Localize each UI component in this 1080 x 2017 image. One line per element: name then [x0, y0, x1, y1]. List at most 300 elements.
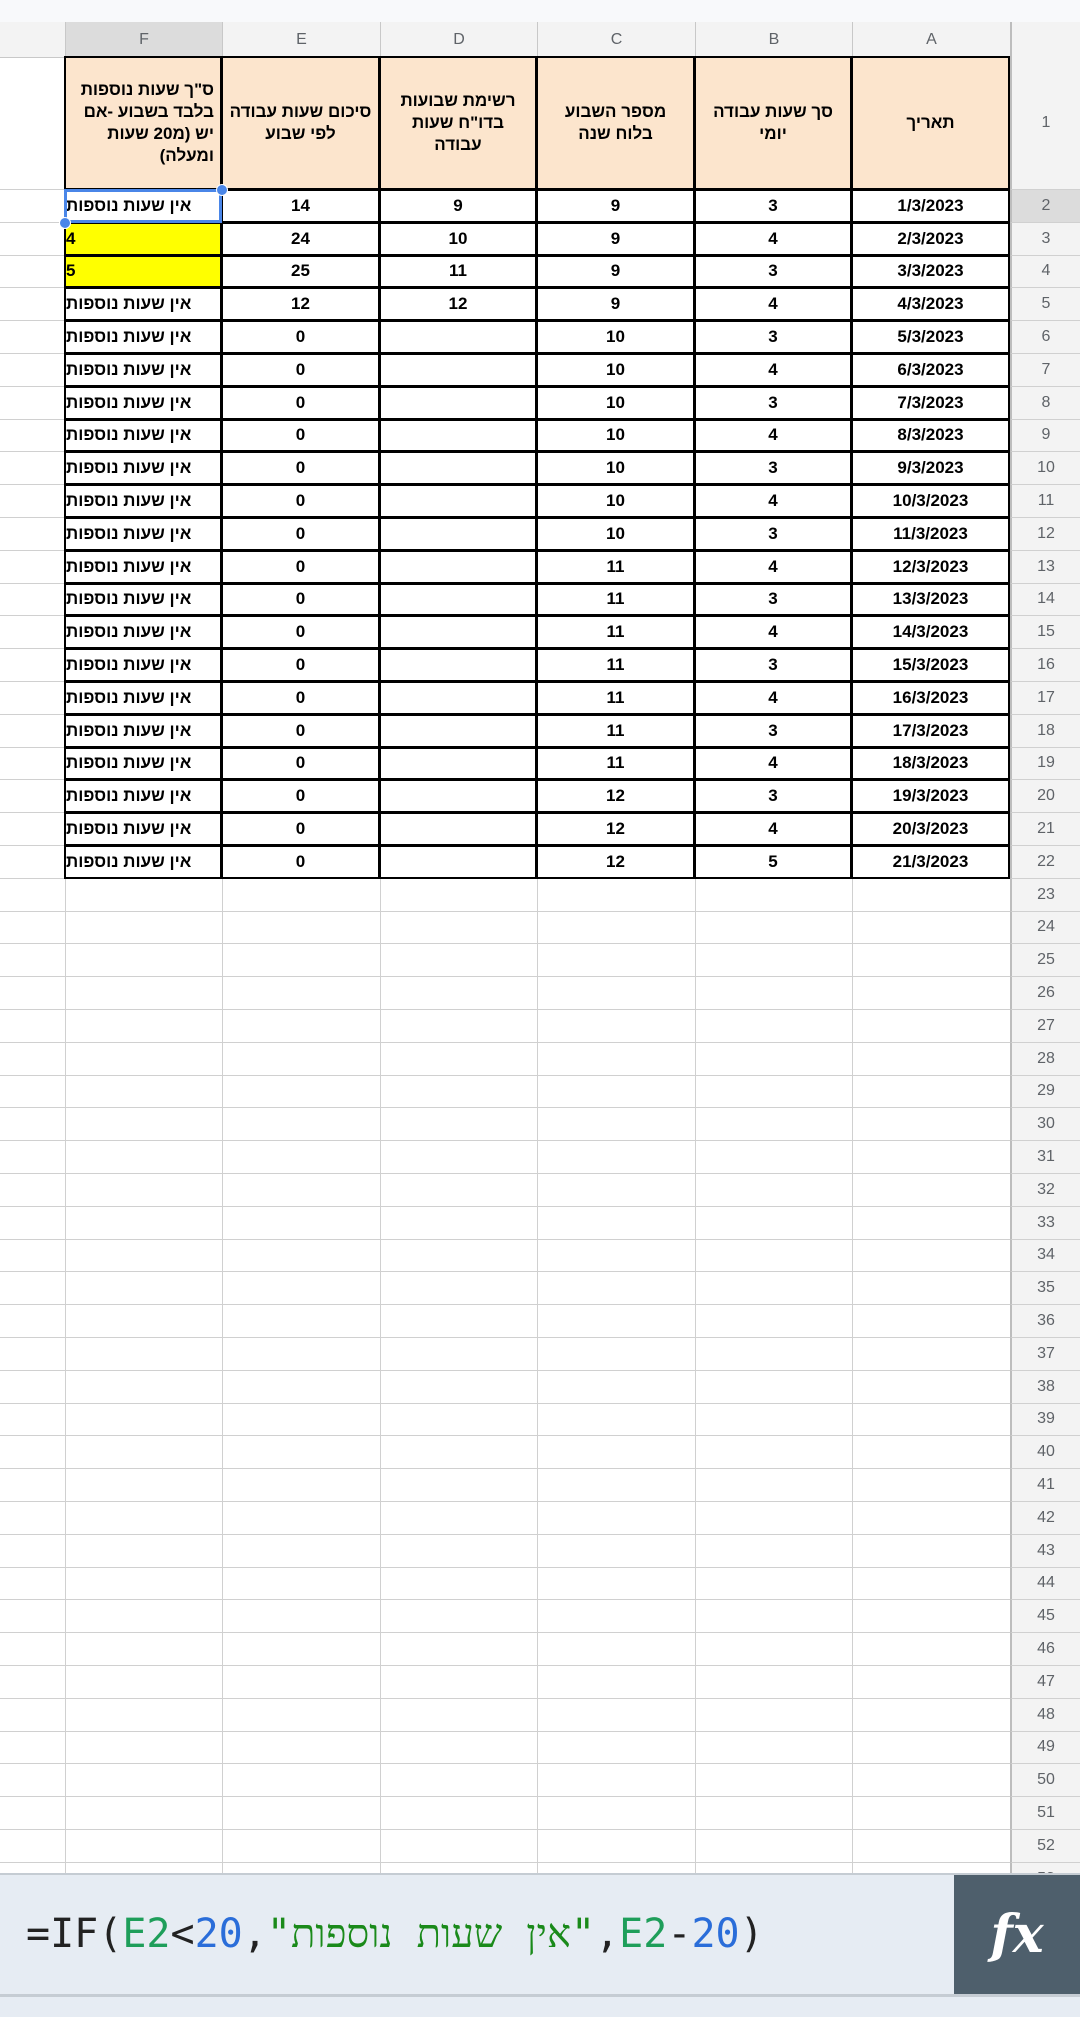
- cell-partial[interactable]: [0, 288, 65, 321]
- cell-a51[interactable]: [852, 1797, 1010, 1830]
- cell-partial[interactable]: [0, 1797, 65, 1830]
- cell-e48[interactable]: [222, 1699, 380, 1732]
- cell-f2[interactable]: אין שעות נוספות: [64, 189, 222, 223]
- cell-c39[interactable]: [537, 1404, 695, 1437]
- cell-e45[interactable]: [222, 1600, 380, 1633]
- cell-d22[interactable]: [379, 845, 537, 879]
- cell-b20[interactable]: 3: [694, 779, 852, 813]
- cell-c49[interactable]: [537, 1732, 695, 1765]
- cell-e24[interactable]: [222, 912, 380, 945]
- cell-f10[interactable]: אין שעות נוספות: [64, 451, 222, 485]
- cell-partial[interactable]: [0, 1436, 65, 1469]
- row-header-5[interactable]: 5: [1010, 288, 1080, 321]
- cell-e8[interactable]: 0: [221, 386, 380, 420]
- cell-e40[interactable]: [222, 1436, 380, 1469]
- cell-e26[interactable]: [222, 977, 380, 1010]
- row-header-29[interactable]: 29: [1010, 1076, 1080, 1109]
- cell-e42[interactable]: [222, 1502, 380, 1535]
- row-header-14[interactable]: 14: [1010, 584, 1080, 617]
- cell-e39[interactable]: [222, 1404, 380, 1437]
- cell-b7[interactable]: 4: [694, 353, 852, 387]
- cell-partial[interactable]: [0, 485, 65, 518]
- cell-d6[interactable]: [379, 320, 537, 354]
- cell-e11[interactable]: 0: [221, 484, 380, 518]
- row-header-45[interactable]: 45: [1010, 1600, 1080, 1633]
- cell-b2[interactable]: 3: [694, 189, 852, 223]
- cell-d45[interactable]: [380, 1600, 537, 1633]
- cell-c45[interactable]: [537, 1600, 695, 1633]
- row-header-12[interactable]: 12: [1010, 518, 1080, 551]
- cell-f7[interactable]: אין שעות נוספות: [64, 353, 222, 387]
- cell-a47[interactable]: [852, 1666, 1010, 1699]
- row-header-21[interactable]: 21: [1010, 813, 1080, 846]
- cell-a18[interactable]: 17/3/2023: [851, 714, 1010, 748]
- cell-a36[interactable]: [852, 1305, 1010, 1338]
- cell-f15[interactable]: אין שעות נוספות: [64, 615, 222, 649]
- cell-e27[interactable]: [222, 1010, 380, 1043]
- cell-d43[interactable]: [380, 1535, 537, 1568]
- cell-f18[interactable]: אין שעות נוספות: [64, 714, 222, 748]
- cell-a43[interactable]: [852, 1535, 1010, 1568]
- row-header-48[interactable]: 48: [1010, 1699, 1080, 1732]
- cell-partial[interactable]: [0, 256, 65, 289]
- cell-f4[interactable]: 5: [64, 255, 222, 289]
- row-header-3[interactable]: 3: [1010, 223, 1080, 256]
- row-header-2[interactable]: 2: [1010, 190, 1080, 223]
- header-cell-f[interactable]: ס"ך שעות נוספות בלבד בשבוע -אם יש (מ20 שעות ומעלה): [64, 56, 222, 190]
- cell-d42[interactable]: [380, 1502, 537, 1535]
- cell-d50[interactable]: [380, 1764, 537, 1797]
- cell-c24[interactable]: [537, 912, 695, 945]
- cell-a2[interactable]: 1/3/2023: [851, 189, 1010, 223]
- header-cell-c[interactable]: מספר השבוע בלוח שנה: [536, 56, 695, 190]
- cell-f52[interactable]: [65, 1830, 222, 1863]
- cell-f23[interactable]: [65, 879, 222, 912]
- cell-c2[interactable]: 9: [536, 189, 695, 223]
- row-header-50[interactable]: 50: [1010, 1764, 1080, 1797]
- cell-b27[interactable]: [695, 1010, 852, 1043]
- cell-partial[interactable]: [0, 1633, 65, 1666]
- cell-a14[interactable]: 13/3/2023: [851, 583, 1010, 617]
- selection-handle-top[interactable]: [216, 184, 228, 196]
- cell-partial[interactable]: [0, 1764, 65, 1797]
- cell-d12[interactable]: [379, 517, 537, 551]
- cell-partial[interactable]: [0, 1404, 65, 1437]
- cell-c30[interactable]: [537, 1108, 695, 1141]
- cell-d5[interactable]: 12: [379, 287, 537, 321]
- cell-c6[interactable]: 10: [536, 320, 695, 354]
- cell-c18[interactable]: 11: [536, 714, 695, 748]
- cell-b38[interactable]: [695, 1371, 852, 1404]
- cell-e4[interactable]: 25: [221, 255, 380, 289]
- cell-a40[interactable]: [852, 1436, 1010, 1469]
- cell-e10[interactable]: 0: [221, 451, 380, 485]
- selection-handle-bottom[interactable]: [59, 217, 71, 229]
- cell-c32[interactable]: [537, 1174, 695, 1207]
- cell-b50[interactable]: [695, 1764, 852, 1797]
- cell-partial[interactable]: [0, 452, 65, 485]
- cell-d10[interactable]: [379, 451, 537, 485]
- cell-b39[interactable]: [695, 1404, 852, 1437]
- cell-c37[interactable]: [537, 1338, 695, 1371]
- cell-b25[interactable]: [695, 944, 852, 977]
- cell-e16[interactable]: 0: [221, 648, 380, 682]
- cell-d9[interactable]: [379, 419, 537, 453]
- cell-e50[interactable]: [222, 1764, 380, 1797]
- cell-c14[interactable]: 11: [536, 583, 695, 617]
- cell-c10[interactable]: 10: [536, 451, 695, 485]
- cell-b51[interactable]: [695, 1797, 852, 1830]
- cell-partial[interactable]: [0, 977, 65, 1010]
- cell-b4[interactable]: 3: [694, 255, 852, 289]
- cell-a17[interactable]: 16/3/2023: [851, 681, 1010, 715]
- row-header-9[interactable]: 9: [1010, 420, 1080, 453]
- cell-b14[interactable]: 3: [694, 583, 852, 617]
- cell-partial[interactable]: [0, 616, 65, 649]
- cell-c41[interactable]: [537, 1469, 695, 1502]
- cell-e5[interactable]: 12: [221, 287, 380, 321]
- cell-d2[interactable]: 9: [379, 189, 537, 223]
- row-header-41[interactable]: 41: [1010, 1469, 1080, 1502]
- select-all-corner[interactable]: [1010, 22, 1080, 57]
- cell-a39[interactable]: [852, 1404, 1010, 1437]
- cell-d51[interactable]: [380, 1797, 537, 1830]
- cell-b36[interactable]: [695, 1305, 852, 1338]
- cell-c33[interactable]: [537, 1207, 695, 1240]
- cell-partial[interactable]: [0, 1174, 65, 1207]
- cell-b17[interactable]: 4: [694, 681, 852, 715]
- cell-partial[interactable]: [0, 1141, 65, 1174]
- cell-a41[interactable]: [852, 1469, 1010, 1502]
- cell-f42[interactable]: [65, 1502, 222, 1535]
- cell-b29[interactable]: [695, 1076, 852, 1109]
- cell-d27[interactable]: [380, 1010, 537, 1043]
- cell-partial[interactable]: [0, 551, 65, 584]
- row-header-13[interactable]: 13: [1010, 551, 1080, 584]
- cell-f9[interactable]: אין שעות נוספות: [64, 419, 222, 453]
- cell-b11[interactable]: 4: [694, 484, 852, 518]
- cell-f39[interactable]: [65, 1404, 222, 1437]
- cell-d29[interactable]: [380, 1076, 537, 1109]
- cell-c7[interactable]: 10: [536, 353, 695, 387]
- row-header-36[interactable]: 36: [1010, 1305, 1080, 1338]
- cell-e29[interactable]: [222, 1076, 380, 1109]
- cell-e43[interactable]: [222, 1535, 380, 1568]
- cell-e17[interactable]: 0: [221, 681, 380, 715]
- cell-e32[interactable]: [222, 1174, 380, 1207]
- cell-e21[interactable]: 0: [221, 812, 380, 846]
- cell-d8[interactable]: [379, 386, 537, 420]
- cell-a37[interactable]: [852, 1338, 1010, 1371]
- cell-c35[interactable]: [537, 1272, 695, 1305]
- cell-e44[interactable]: [222, 1568, 380, 1601]
- cell-f6[interactable]: אין שעות נוספות: [64, 320, 222, 354]
- cell-d14[interactable]: [379, 583, 537, 617]
- column-header-f[interactable]: F: [65, 22, 222, 57]
- row-header-15[interactable]: 15: [1010, 616, 1080, 649]
- cell-c4[interactable]: 9: [536, 255, 695, 289]
- row-header-47[interactable]: 47: [1010, 1666, 1080, 1699]
- cell-c16[interactable]: 11: [536, 648, 695, 682]
- cell-e15[interactable]: 0: [221, 615, 380, 649]
- cell-f17[interactable]: אין שעות נוספות: [64, 681, 222, 715]
- cell-c48[interactable]: [537, 1699, 695, 1732]
- cell-e46[interactable]: [222, 1633, 380, 1666]
- cell-partial[interactable]: [0, 420, 65, 453]
- cell-c43[interactable]: [537, 1535, 695, 1568]
- header-cell-e[interactable]: סיכום שעות עבודה לפי שבוע: [221, 56, 380, 190]
- cell-partial[interactable]: [0, 223, 65, 256]
- row-header-40[interactable]: 40: [1010, 1436, 1080, 1469]
- cell-f22[interactable]: אין שעות נוספות: [64, 845, 222, 879]
- cell-c42[interactable]: [537, 1502, 695, 1535]
- cell-c46[interactable]: [537, 1633, 695, 1666]
- cell-f50[interactable]: [65, 1764, 222, 1797]
- cell-e49[interactable]: [222, 1732, 380, 1765]
- cell-a30[interactable]: [852, 1108, 1010, 1141]
- cell-f26[interactable]: [65, 977, 222, 1010]
- cell-c38[interactable]: [537, 1371, 695, 1404]
- row-header-43[interactable]: 43: [1010, 1535, 1080, 1568]
- cell-c17[interactable]: 11: [536, 681, 695, 715]
- cell-d48[interactable]: [380, 1699, 537, 1732]
- cell-d35[interactable]: [380, 1272, 537, 1305]
- cell-c19[interactable]: 11: [536, 747, 695, 781]
- cell-b41[interactable]: [695, 1469, 852, 1502]
- cell-f8[interactable]: אין שעות נוספות: [64, 386, 222, 420]
- cell-d52[interactable]: [380, 1830, 537, 1863]
- cell-a32[interactable]: [852, 1174, 1010, 1207]
- cell-partial[interactable]: [0, 1076, 65, 1109]
- cell-partial[interactable]: [0, 1732, 65, 1765]
- cell-e19[interactable]: 0: [221, 747, 380, 781]
- cell-b3[interactable]: 4: [694, 222, 852, 256]
- cell-a27[interactable]: [852, 1010, 1010, 1043]
- cell-partial[interactable]: [0, 1272, 65, 1305]
- cell-c8[interactable]: 10: [536, 386, 695, 420]
- cell-d25[interactable]: [380, 944, 537, 977]
- cell-b40[interactable]: [695, 1436, 852, 1469]
- cell-f48[interactable]: [65, 1699, 222, 1732]
- cell-d37[interactable]: [380, 1338, 537, 1371]
- cell-b22[interactable]: 5: [694, 845, 852, 879]
- row-header-8[interactable]: 8: [1010, 387, 1080, 420]
- cell-e38[interactable]: [222, 1371, 380, 1404]
- cell-f44[interactable]: [65, 1568, 222, 1601]
- cell-a4[interactable]: 3/3/2023: [851, 255, 1010, 289]
- cell-e22[interactable]: 0: [221, 845, 380, 879]
- cell-partial[interactable]: [0, 1469, 65, 1502]
- cell-b37[interactable]: [695, 1338, 852, 1371]
- cell-d24[interactable]: [380, 912, 537, 945]
- cell-b52[interactable]: [695, 1830, 852, 1863]
- cell-f3[interactable]: 4: [64, 222, 222, 256]
- cell-f14[interactable]: אין שעות נוספות: [64, 583, 222, 617]
- cell-b42[interactable]: [695, 1502, 852, 1535]
- cell-d17[interactable]: [379, 681, 537, 715]
- cell-f25[interactable]: [65, 944, 222, 977]
- row-header-34[interactable]: 34: [1010, 1240, 1080, 1273]
- cell-c20[interactable]: 12: [536, 779, 695, 813]
- row-header-46[interactable]: 46: [1010, 1633, 1080, 1666]
- cell-b23[interactable]: [695, 879, 852, 912]
- cell-c47[interactable]: [537, 1666, 695, 1699]
- cell-a26[interactable]: [852, 977, 1010, 1010]
- cell-b34[interactable]: [695, 1240, 852, 1273]
- cell-partial[interactable]: [0, 1108, 65, 1141]
- row-header-11[interactable]: 11: [1010, 485, 1080, 518]
- cell-a12[interactable]: 11/3/2023: [851, 517, 1010, 551]
- cell-e9[interactable]: 0: [221, 419, 380, 453]
- row-header-17[interactable]: 17: [1010, 682, 1080, 715]
- cell-a22[interactable]: 21/3/2023: [851, 845, 1010, 879]
- cell-f46[interactable]: [65, 1633, 222, 1666]
- column-header-e[interactable]: E: [222, 22, 380, 57]
- cell-a45[interactable]: [852, 1600, 1010, 1633]
- cell-c34[interactable]: [537, 1240, 695, 1273]
- cell-d23[interactable]: [380, 879, 537, 912]
- cell-c15[interactable]: 11: [536, 615, 695, 649]
- cell-partial[interactable]: [0, 649, 65, 682]
- cell-f30[interactable]: [65, 1108, 222, 1141]
- row-header-6[interactable]: 6: [1010, 321, 1080, 354]
- row-header-52[interactable]: 52: [1010, 1830, 1080, 1863]
- cell-a34[interactable]: [852, 1240, 1010, 1273]
- cell-e33[interactable]: [222, 1207, 380, 1240]
- cell-f40[interactable]: [65, 1436, 222, 1469]
- cell-d44[interactable]: [380, 1568, 537, 1601]
- cell-b32[interactable]: [695, 1174, 852, 1207]
- cell-b5[interactable]: 4: [694, 287, 852, 321]
- cell-d31[interactable]: [380, 1141, 537, 1174]
- cell-d38[interactable]: [380, 1371, 537, 1404]
- cell-partial[interactable]: [0, 944, 65, 977]
- cell-a23[interactable]: [852, 879, 1010, 912]
- cell-b45[interactable]: [695, 1600, 852, 1633]
- cell-a48[interactable]: [852, 1699, 1010, 1732]
- cell-b8[interactable]: 3: [694, 386, 852, 420]
- fx-icon[interactable]: fx: [954, 1875, 1080, 1994]
- row-header-37[interactable]: 37: [1010, 1338, 1080, 1371]
- cell-d36[interactable]: [380, 1305, 537, 1338]
- cell-d11[interactable]: [379, 484, 537, 518]
- cell-partial[interactable]: [0, 1305, 65, 1338]
- formula-bar[interactable]: [0, 1873, 1080, 1997]
- cell-c26[interactable]: [537, 977, 695, 1010]
- cell-f36[interactable]: [65, 1305, 222, 1338]
- cell-f31[interactable]: [65, 1141, 222, 1174]
- cell-partial[interactable]: [0, 780, 65, 813]
- cell-partial[interactable]: [0, 57, 65, 190]
- cell-f32[interactable]: [65, 1174, 222, 1207]
- row-header-4[interactable]: 4: [1010, 256, 1080, 289]
- cell-d18[interactable]: [379, 714, 537, 748]
- cell-d33[interactable]: [380, 1207, 537, 1240]
- cell-e7[interactable]: 0: [221, 353, 380, 387]
- cell-e31[interactable]: [222, 1141, 380, 1174]
- cell-f51[interactable]: [65, 1797, 222, 1830]
- cell-d4[interactable]: 11: [379, 255, 537, 289]
- cell-b26[interactable]: [695, 977, 852, 1010]
- cell-b18[interactable]: 3: [694, 714, 852, 748]
- cell-b30[interactable]: [695, 1108, 852, 1141]
- row-header-24[interactable]: 24: [1010, 912, 1080, 945]
- cell-c27[interactable]: [537, 1010, 695, 1043]
- cell-partial[interactable]: [0, 1830, 65, 1863]
- cell-c52[interactable]: [537, 1830, 695, 1863]
- cell-d28[interactable]: [380, 1043, 537, 1076]
- cell-d13[interactable]: [379, 550, 537, 584]
- cell-b33[interactable]: [695, 1207, 852, 1240]
- cell-a6[interactable]: 5/3/2023: [851, 320, 1010, 354]
- cell-f21[interactable]: אין שעות נוספות: [64, 812, 222, 846]
- cell-partial[interactable]: [0, 1371, 65, 1404]
- cell-d32[interactable]: [380, 1174, 537, 1207]
- cell-e51[interactable]: [222, 1797, 380, 1830]
- cell-c13[interactable]: 11: [536, 550, 695, 584]
- cell-c28[interactable]: [537, 1043, 695, 1076]
- cell-f16[interactable]: אין שעות נוספות: [64, 648, 222, 682]
- cell-a21[interactable]: 20/3/2023: [851, 812, 1010, 846]
- cell-b24[interactable]: [695, 912, 852, 945]
- cell-e3[interactable]: 24: [221, 222, 380, 256]
- cell-partial[interactable]: [0, 354, 65, 387]
- cell-e37[interactable]: [222, 1338, 380, 1371]
- cell-f27[interactable]: [65, 1010, 222, 1043]
- cell-c44[interactable]: [537, 1568, 695, 1601]
- cell-c51[interactable]: [537, 1797, 695, 1830]
- cell-partial[interactable]: [0, 1568, 65, 1601]
- cell-b12[interactable]: 3: [694, 517, 852, 551]
- cell-f41[interactable]: [65, 1469, 222, 1502]
- cell-b15[interactable]: 4: [694, 615, 852, 649]
- column-header-c[interactable]: C: [537, 22, 695, 57]
- cell-a10[interactable]: 9/3/2023: [851, 451, 1010, 485]
- cell-f38[interactable]: [65, 1371, 222, 1404]
- cell-f19[interactable]: אין שעות נוספות: [64, 747, 222, 781]
- cell-b13[interactable]: 4: [694, 550, 852, 584]
- cell-partial[interactable]: [0, 518, 65, 551]
- cell-c31[interactable]: [537, 1141, 695, 1174]
- row-header-22[interactable]: 22: [1010, 846, 1080, 879]
- cell-a29[interactable]: [852, 1076, 1010, 1109]
- row-header-33[interactable]: 33: [1010, 1207, 1080, 1240]
- cell-f49[interactable]: [65, 1732, 222, 1765]
- cell-f24[interactable]: [65, 912, 222, 945]
- cell-d7[interactable]: [379, 353, 537, 387]
- cell-partial[interactable]: [0, 912, 65, 945]
- cell-f43[interactable]: [65, 1535, 222, 1568]
- row-header-42[interactable]: 42: [1010, 1502, 1080, 1535]
- cell-partial[interactable]: [0, 1240, 65, 1273]
- cell-f12[interactable]: אין שעות נוספות: [64, 517, 222, 551]
- cell-c23[interactable]: [537, 879, 695, 912]
- cell-d49[interactable]: [380, 1732, 537, 1765]
- cell-a16[interactable]: 15/3/2023: [851, 648, 1010, 682]
- cell-partial[interactable]: [0, 387, 65, 420]
- row-header-7[interactable]: 7: [1010, 354, 1080, 387]
- cell-e18[interactable]: 0: [221, 714, 380, 748]
- cell-b35[interactable]: [695, 1272, 852, 1305]
- header-cell-d[interactable]: רשימת שבועות בדו"ח שעות עבודה: [379, 56, 537, 190]
- row-header-44[interactable]: 44: [1010, 1568, 1080, 1601]
- cell-b49[interactable]: [695, 1732, 852, 1765]
- cell-c36[interactable]: [537, 1305, 695, 1338]
- cell-a20[interactable]: 19/3/2023: [851, 779, 1010, 813]
- cell-c5[interactable]: 9: [536, 287, 695, 321]
- header-cell-b[interactable]: סך שעות עבודה יומי: [694, 56, 852, 190]
- cell-partial[interactable]: [0, 1207, 65, 1240]
